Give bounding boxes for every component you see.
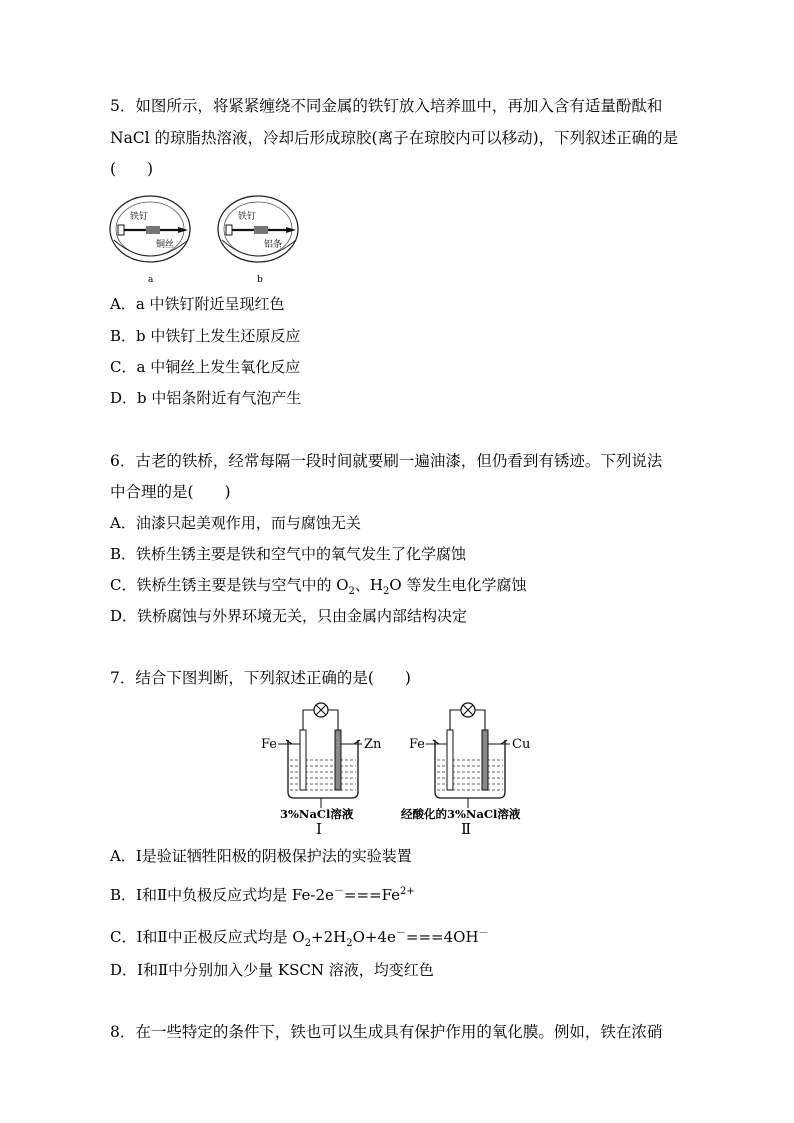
cell-number-1: Ⅰ <box>316 820 322 838</box>
q7-option-a: A．Ⅰ是验证牺牲阳极的阴极保护法的实验装置 <box>110 847 412 865</box>
q7-stem: 7．结合下图判断，下列叙述正确的是( ) <box>110 669 411 687</box>
q5-option-d: D．b 中铝条附近有气泡产生 <box>110 389 302 407</box>
wire-label-b: 铝条 <box>264 240 283 250</box>
petri-dish-a <box>110 196 190 262</box>
q5-stem-line2: NaCl 的琼脂热溶液，冷却后形成琼胶(离子在琼胶内可以移动)，下列叙述正确的是 <box>110 129 679 147</box>
q5-petri-dish-figure <box>108 192 308 287</box>
q6-stem-line2: 中合理的是( ) <box>110 483 231 501</box>
q7-electrochemical-cells-figure <box>258 700 542 838</box>
q5-answer-paren: ( ) <box>110 160 154 178</box>
petri-dish-b <box>218 196 298 262</box>
cell-two <box>426 703 510 808</box>
q5-option-b: B．b 中铁钉上发生还原反应 <box>110 327 301 345</box>
cu-label: Cu <box>512 737 531 752</box>
dish-b-label: b <box>257 275 263 285</box>
nail-label-a: 铁钉 <box>130 212 149 222</box>
q5-option-c: C．a 中铜丝上发生氧化反应 <box>110 358 301 376</box>
cell-one <box>278 703 362 808</box>
cell-number-2: Ⅱ <box>461 820 472 838</box>
q8-stem-line1: 8．在一些特定的条件下，铁也可以生成具有保护作用的氧化膜。例如，铁在浓硝 <box>110 1023 663 1041</box>
q7-option-d: D．Ⅰ和Ⅱ中分别加入少量 KSCN 溶液，均变红色 <box>110 961 434 979</box>
wire-label-a: 铜丝 <box>156 240 175 250</box>
fe-label-1: Fe <box>261 737 278 752</box>
q6-option-b: B．铁桥生锈主要是铁和空气中的氧气发生了化学腐蚀 <box>110 545 467 563</box>
q6-stem-line1: 6．古老的铁桥，经常每隔一段时间就要刷一遍油漆，但仍看到有锈迹。下列说法 <box>110 452 663 470</box>
q5-stem-line1: 5．如图所示，将紧紧缠绕不同金属的铁钉放入培养皿中，再加入含有适量酚酞和 <box>110 97 663 115</box>
q6-option-c: C．铁桥生锈主要是铁与空气中的 $O_2$、$H_2O$ 等发生电化学腐蚀 <box>110 576 527 597</box>
q7-option-c: C．Ⅰ和Ⅱ中正极反应式均是 $O_2+2H_2O+4e^-===4OH^-$ <box>110 928 489 949</box>
dish-a-label: a <box>148 275 154 285</box>
q7-option-b: B．Ⅰ和Ⅱ中负极反应式均是 $Fe-2e^-===Fe^{2+}$ <box>110 886 415 904</box>
q5-option-a: A．a 中铁钉附近呈现红色 <box>110 295 285 313</box>
q6-option-d: D．铁桥腐蚀与外界环境无关，只由金属内部结构决定 <box>110 607 468 625</box>
nail-label-b: 铁钉 <box>238 212 257 222</box>
q6-option-a: A．油漆只起美观作用，而与腐蚀无关 <box>110 514 361 532</box>
fe-label-2: Fe <box>409 737 426 752</box>
zn-label: Zn <box>364 737 382 752</box>
solution-label-2: 经酸化的3%NaCl溶液 <box>401 807 521 821</box>
solution-label-1: 3%NaCl溶液 <box>280 807 354 821</box>
